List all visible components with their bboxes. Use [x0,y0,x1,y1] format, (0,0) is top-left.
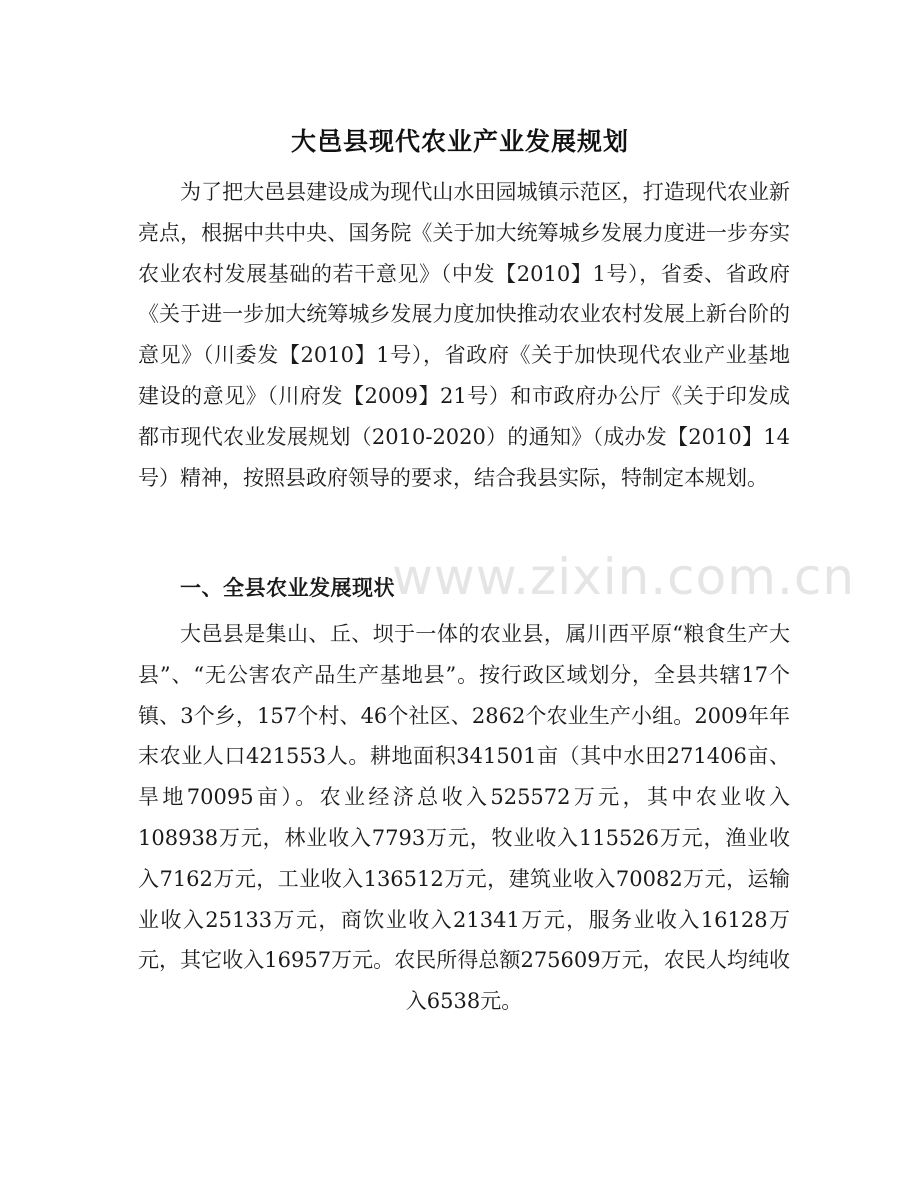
watermark: www.zixin.com.cn [392,548,856,606]
section-heading: 一、全县农业发展现状 [180,576,395,600]
status-paragraph: 大邑县是集山、丘、坝于一体的农业县，属川西平原“粮食生产大县”、“无公害农产品生产基地县”。按行政区域划分，全县共辖17个镇、3个乡，157个村、46个社区、2862个农业生产小组。2009年年末农业人口421553人。耕地面积341501亩（其中水田271406亩、旱地70095亩）。农业经济总收入525572万元，其中农业收入108938万元，林业收入7793万元，牧业收入115526万元，渔业收入7162万元，工业收入136512万元，建筑业收入70082万元，运输业收入25133万元，商饮业收入21341万元，服务业收入16128万元，其它收入16957万元。农民所得总额275609万元，农民人均纯收入6538元。 [138,622,790,1014]
intro-paragraph: 为了把大邑县建设成为现代山水田园城镇示范区，打造现代农业新亮点，根据中共中央、国务院《关于加大统筹城乡发展力度进一步夯实农业农村发展基础的若干意见》（中发【2010】1号），省委、省政府《关于进一步加大统筹城乡发展力度加快推动农业农村发展上新台阶的意见》（川委发【2010】1号），省政府《关于加快现代农业产业基地建设的意见》（川府发【2009】21号）和市政府办公厅《关于印发成都市现代农业发展规划（2010-2020）的通知》（成办发【2010】14号）精神，按照县政府领导的要求，结合我县实际，特制定本规划。 [138,180,790,490]
document-title: 大邑县现代农业产业发展规划 [290,127,629,156]
